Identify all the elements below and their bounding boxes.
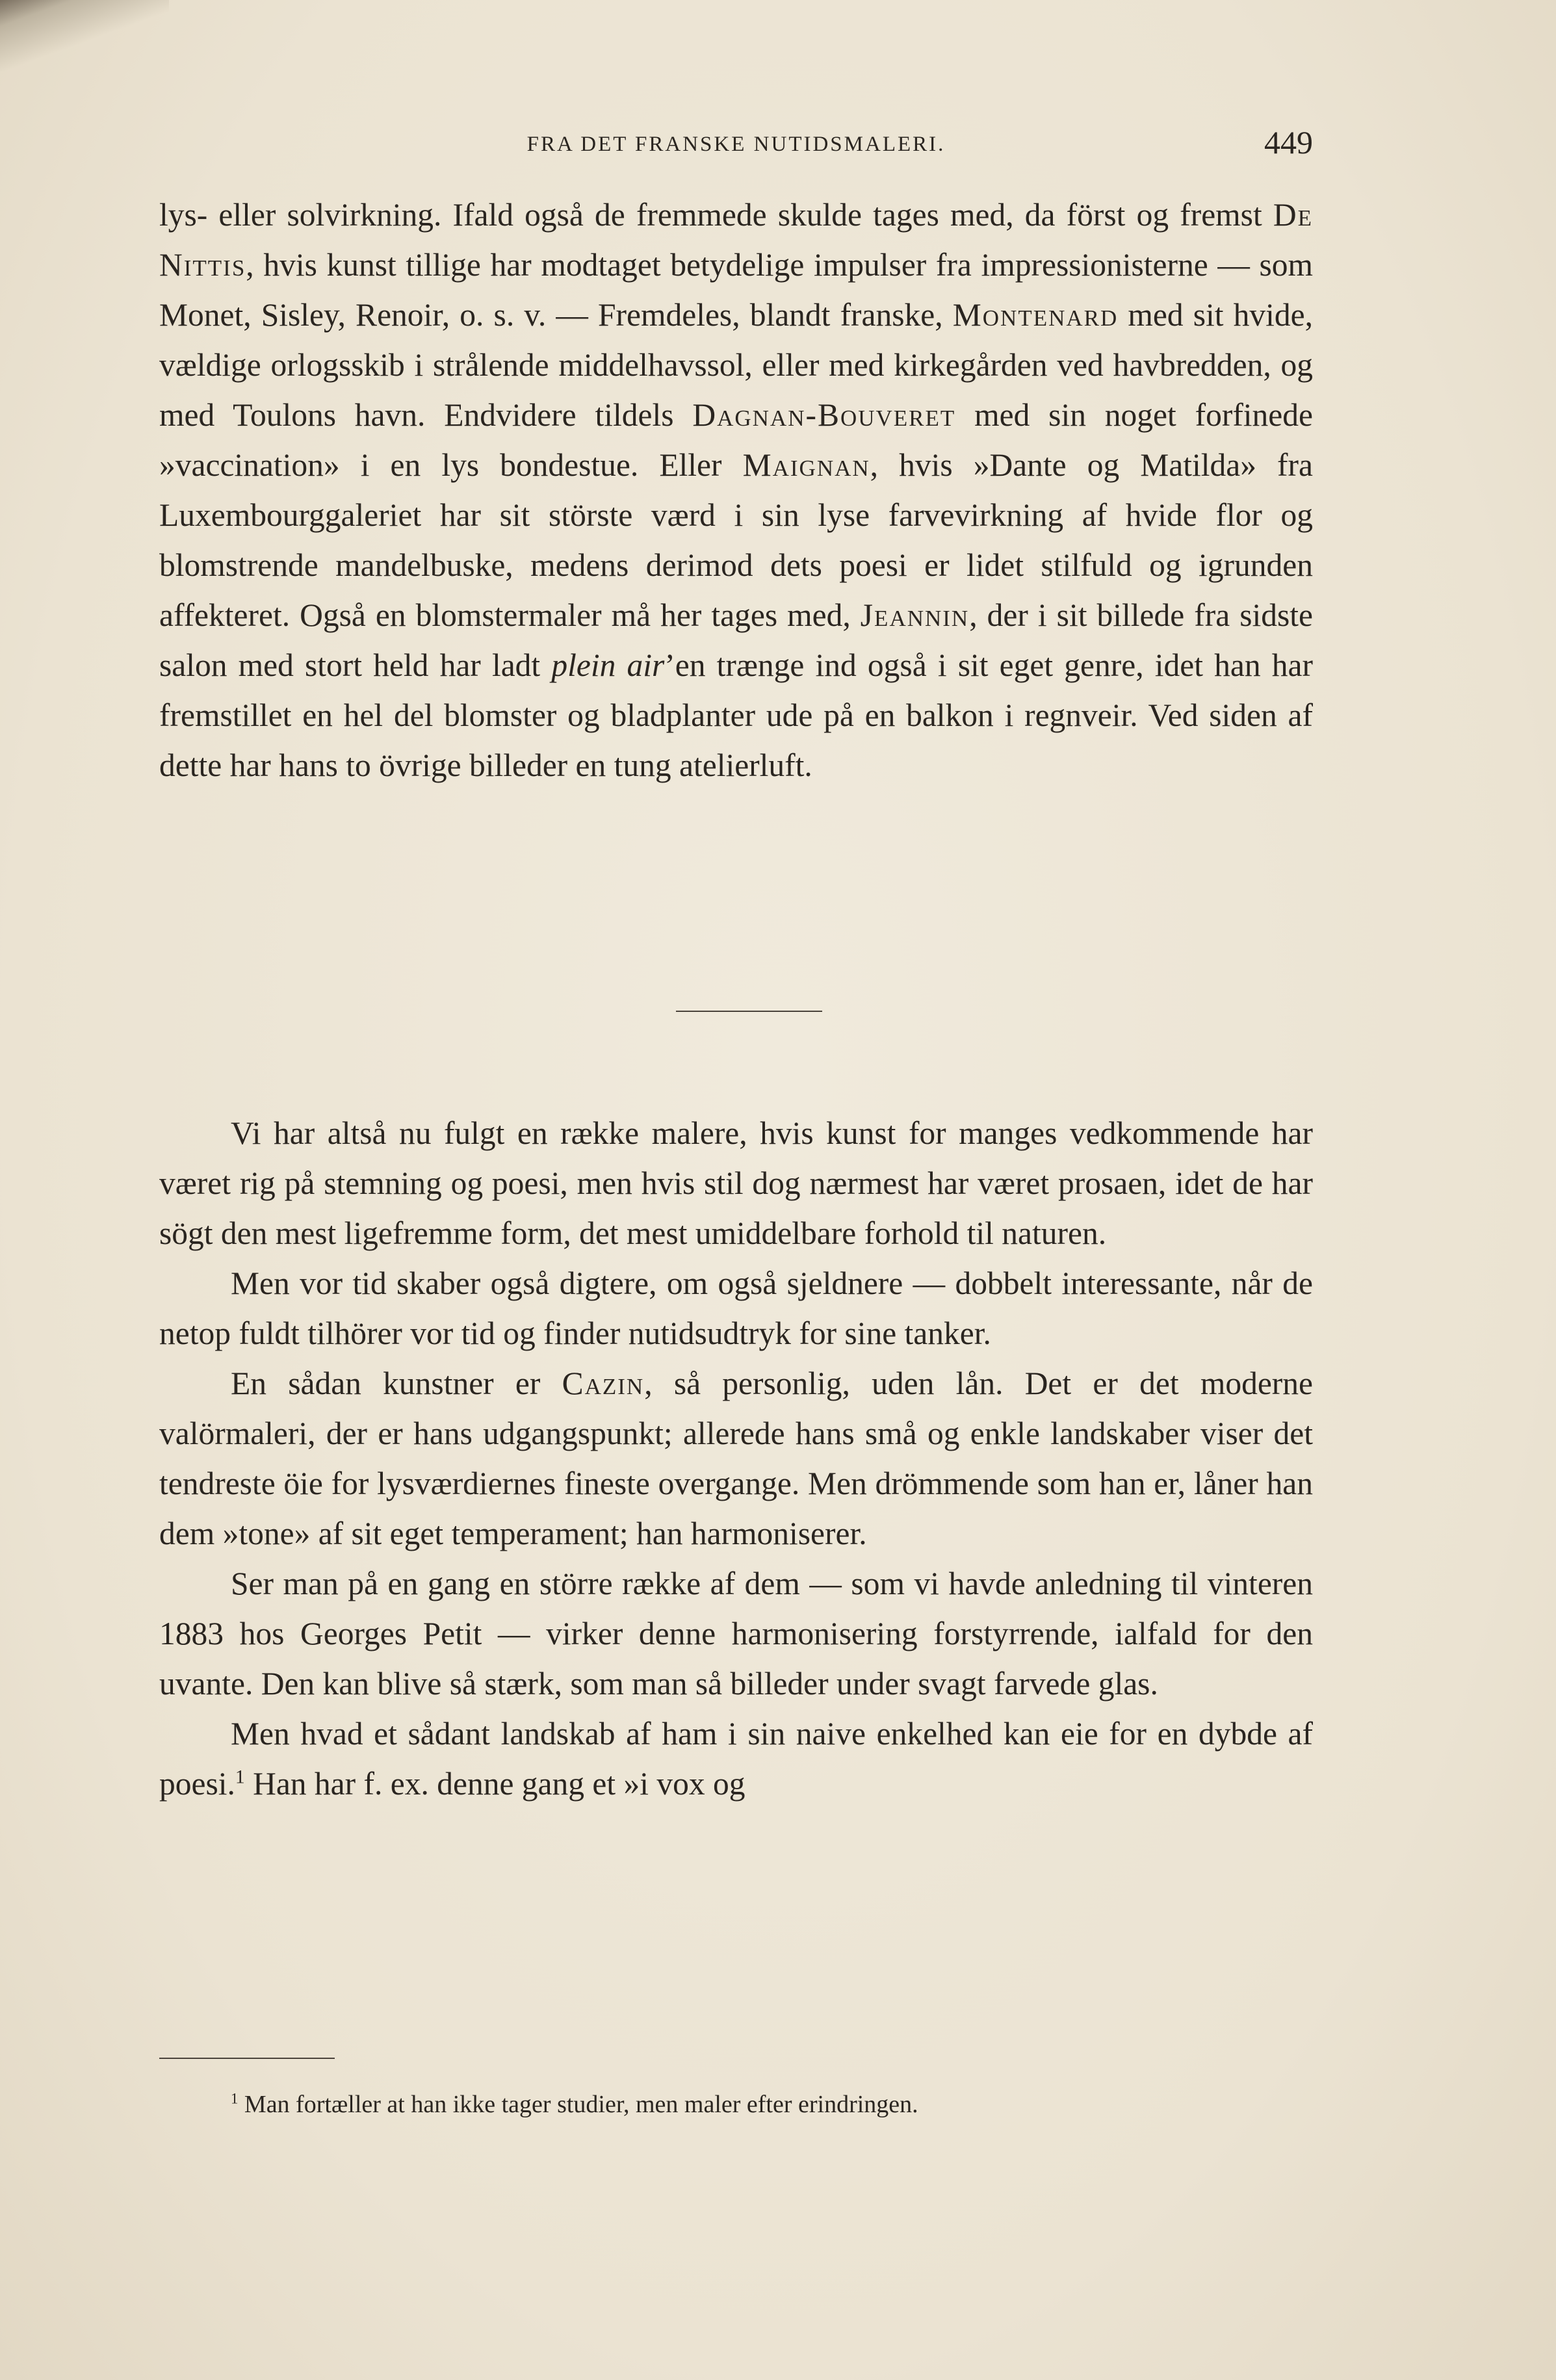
footnote-mark: 1 (231, 2090, 239, 2107)
text-run: Men hvad et sådant landskab af ham i sin naive enkelhed kan eie for en dybde af poesi. (159, 1716, 1313, 1802)
footnote-text: Man fortæller at han ikke tager studier, men maler efter erindringen. (238, 2091, 918, 2118)
paragraph-5: Ser man på en gang en större række af dem — som vi havde anledning til vinteren 1883 hos Georges Petit — virker denne harmonisering forstyrrende, ialfald for den uvante. Den kan blive så stærk, som man så billeder under svagt farvede glas. (159, 1566, 1313, 1701)
text-run: med sin noget forfinede »vaccination» i en lys bondestue. Eller (159, 397, 1314, 483)
paragraph-3: Men vor tid skaber også digtere, om også sjeldnere — dobbelt interessante, når de netop fuldt tilhörer vor tid og finder nutidsudtryk for sine tanker. (159, 1265, 1313, 1351)
artist-name: Dagnan-Bouveret (692, 397, 956, 433)
section-1 (159, 190, 1313, 790)
text-run: En sådan kunstner er (231, 1365, 562, 1401)
footnote-reference: 1 (235, 1766, 245, 1788)
text-run: , så personlig, uden lån. Det er det moderne valörmaleri, der er hans udgangspunkt; allerede hans små og enkle landskaber viser det tendreste öie for lysværdiernes fineste overgange. Men drömmende som han er, låner han dem »tone» af sit eget temperament; han harmoniserer. (159, 1365, 1313, 1551)
artist-name: De Nittis (159, 197, 1313, 283)
text-run: lys- eller solvirkning. Ifald også de fremmede skulde tages med, da först og fremst (159, 197, 1273, 233)
artist-name: Jeannin (860, 597, 970, 633)
artist-name: Maignan (742, 447, 870, 483)
text-run: med sit hvide, vældige orlogsskib i strålende middelhavssol, eller med kirkegården ved havbredden, og med Toulons havn. Endvidere tildels (159, 297, 1313, 433)
page-header (159, 123, 1313, 169)
footnote-rule (159, 2058, 335, 2059)
text-run: , der i sit billede fra sidste salon med stort held har ladt (159, 597, 1313, 683)
artist-name: Cazin (562, 1365, 645, 1401)
paragraph-6 (159, 1709, 1313, 1809)
text-run: , hvis kunst tillige har modtaget betydelige impulser fra impressionisterne — som Monet, Sisley, Renoir, o. s. v. — Fremdeles, blandt franske, (159, 247, 1313, 333)
paragraph-2: Vi har altså nu fulgt en række malere, hvis kunst for manges vedkommende har været rig på stemning og poesi, men hvis stil dog nærmest har været prosaen, idet de har sögt den mest ligefremme form, det mest umiddelbare forhold til naturen. (159, 1115, 1313, 1251)
artist-name: Montenard (952, 297, 1119, 333)
section-2 (159, 1108, 1313, 1809)
page-number: 449 (1264, 124, 1313, 161)
running-head: FRA DET FRANSKE NUTIDSMALERI. (526, 133, 946, 156)
corner-stain (0, 0, 169, 71)
section-separator (676, 1011, 822, 1012)
footnote (159, 2088, 1313, 2121)
text-run: Han har f. ex. denne gang et »i vox og (244, 1766, 746, 1802)
paragraph-4 (159, 1358, 1313, 1559)
text-run: ’en trænge ind også i sit eget genre, idet han har fremstillet en hel del blomster og bladplanter ude på en balkon i regnveir. Ved siden af dette har hans to övrige billeder en tung atelierluft. (159, 647, 1313, 783)
paragraph-1 (159, 190, 1313, 790)
text-run: , hvis »Dante og Matilda» fra Luxembourggaleriet har sit störste værd i sin lyse farvevirkning af hvide flor og blomstrende mandelbuske, medens derimod dets poesi er lidet stilfuld og igrunden affekteret. Også en blomstermaler må her tages med, (159, 447, 1313, 633)
italic-term: plein air (551, 647, 665, 683)
